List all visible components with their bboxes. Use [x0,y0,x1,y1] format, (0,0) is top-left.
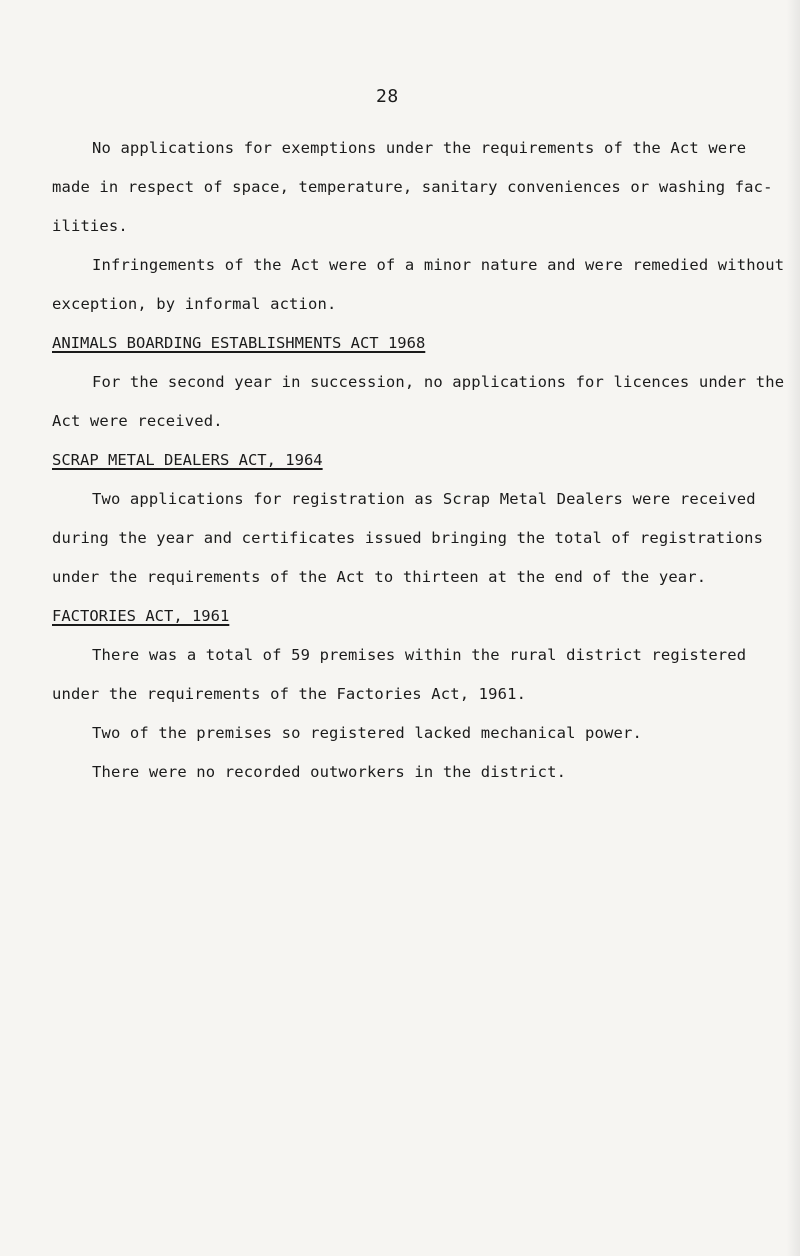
page-number: 28 [376,86,399,107]
paragraph-line: under the requirements of the Factories Act, 1961. [52,685,527,703]
paragraph-line: exception, by informal action. [52,295,337,313]
paragraph-line: during the year and certificates issued bringing the total of registrations [52,529,764,547]
paragraph-line: Infringements of the Act were of a minor nature and were remedied without [92,256,785,274]
paragraph-line: made in respect of space, temperature, sanitary conveniences or washing fac- [52,178,773,196]
paragraph-line: For the second year in succession, no applications for licences under the [92,373,785,391]
paragraph-line: Two of the premises so registered lacked mechanical power. [92,724,642,742]
paragraph-line: under the requirements of the Act to thirteen at the end of the year. [52,568,707,586]
section-heading-scrap-metal: SCRAP METAL DEALERS ACT, 1964 [52,451,323,469]
paragraph-line: There were no recorded outworkers in the district. [92,763,567,781]
paragraph-line: Act were received. [52,412,223,430]
section-heading-animals: ANIMALS BOARDING ESTABLISHMENTS ACT 1968 [52,334,426,352]
page-edge-shadow [786,0,800,1256]
paragraph-line: Two applications for registration as Scrap Metal Dealers were received [92,490,756,508]
section-heading-factories: FACTORIES ACT, 1961 [52,607,230,625]
paragraph-line: ilities. [52,217,128,235]
paragraph-line: There was a total of 59 premises within the rural district registered [92,646,747,664]
paragraph-line: No applications for exemptions under the requirements of the Act were [92,139,747,157]
